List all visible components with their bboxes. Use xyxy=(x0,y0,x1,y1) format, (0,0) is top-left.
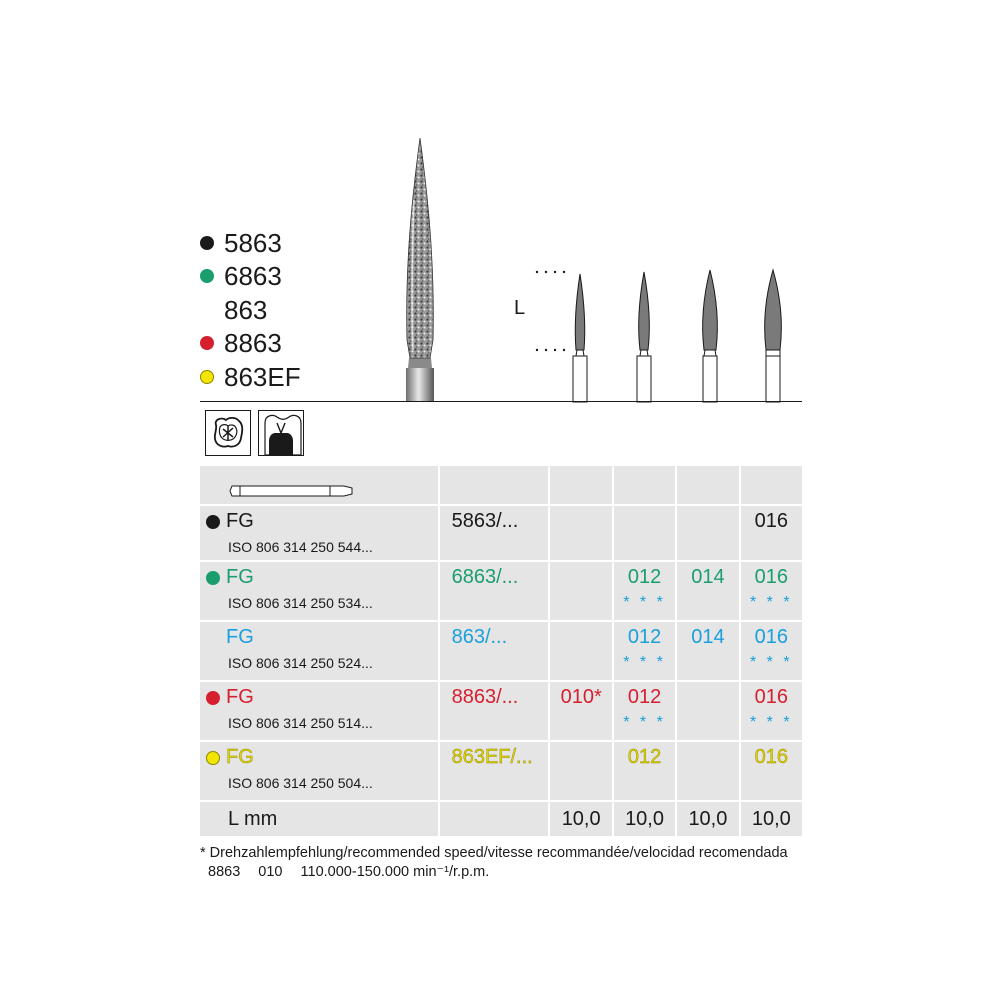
speed-stars: * * * xyxy=(623,714,666,731)
size-cell: 010* xyxy=(560,686,602,708)
iso-code: ISO 806 314 250 514... xyxy=(228,715,373,731)
length-markers xyxy=(536,271,565,351)
speed-stars: * * * xyxy=(623,654,666,671)
large-flame-bur xyxy=(406,138,434,402)
occlusal-surface-icon xyxy=(205,410,251,456)
length-row xyxy=(200,801,802,837)
speed-stars: * * * xyxy=(750,714,793,731)
iso-code: ISO 806 314 250 544... xyxy=(228,539,373,555)
legend-code: 8863 xyxy=(224,328,282,359)
table-row xyxy=(200,621,802,681)
yellow-dot-icon xyxy=(206,751,220,765)
size-cell: 012 xyxy=(627,686,662,708)
iso-code: ISO 806 314 250 524... xyxy=(228,655,373,671)
shank-type: FG xyxy=(226,746,254,768)
flame-bur-1 xyxy=(573,274,587,402)
speed-footnote: * Drehzahlempfehlung/recommended speed/vitesse recommandée/velocidad recomendada xyxy=(200,845,788,861)
size-cell: 014 xyxy=(691,566,725,588)
iso-code: ISO 806 314 250 534... xyxy=(228,595,373,611)
size-cell: 016 xyxy=(754,746,788,768)
ref-number: 863EF/... xyxy=(451,746,533,768)
shank-row xyxy=(200,466,802,505)
length-value: 10,0 xyxy=(561,808,601,830)
flame-bur-2 xyxy=(637,272,651,402)
table-row xyxy=(200,505,802,561)
iso-code: ISO 806 314 250 504... xyxy=(228,775,373,791)
shank-type: FG xyxy=(226,686,254,708)
bur-spec-table xyxy=(200,466,802,838)
speed-footnote-detail xyxy=(208,864,503,880)
shank-type: FG xyxy=(226,626,254,648)
size-cell: 016 xyxy=(754,626,788,648)
size-cell: 016 xyxy=(754,510,788,532)
ref-number: 863/... xyxy=(451,626,508,648)
shank-type: FG xyxy=(226,510,254,532)
table-row xyxy=(200,681,802,741)
fg-shank-icon xyxy=(226,476,366,506)
flame-bur-3 xyxy=(703,270,718,402)
speed-stars: * * * xyxy=(750,594,793,611)
speed-stars: * * * xyxy=(750,654,793,671)
black-dot-icon xyxy=(206,515,220,529)
flame-bur-4 xyxy=(765,270,782,402)
size-cell: 012 xyxy=(627,626,662,648)
green-dot-icon xyxy=(206,571,220,585)
red-dot-icon xyxy=(206,691,220,705)
length-row-label: L mm xyxy=(228,808,278,830)
length-value: 10,0 xyxy=(625,808,664,830)
size-cell: 016 xyxy=(754,686,788,708)
legend-code: 5863 xyxy=(224,227,282,258)
shank-type: FG xyxy=(226,566,254,588)
ref-number: 5863/... xyxy=(451,510,519,532)
table-row xyxy=(200,561,802,621)
size-cell: 014 xyxy=(691,626,725,648)
footnote-speed: 110.000-150.000 min⁻¹/r.p.m. xyxy=(300,864,490,880)
length-label: L xyxy=(514,297,526,319)
tooth-crown-icon xyxy=(258,410,304,456)
legend-code: 863EF xyxy=(224,361,301,392)
bur-illustration xyxy=(0,0,1000,410)
legend-code: 863 xyxy=(224,294,268,325)
length-value: 10,0 xyxy=(688,808,728,830)
footnote-size: 010 xyxy=(258,864,283,880)
ref-number: 8863/... xyxy=(451,686,519,708)
speed-stars: * * * xyxy=(623,594,666,611)
ref-number: 6863/... xyxy=(451,566,519,588)
length-value: 10,0 xyxy=(751,808,791,830)
size-cell: 012 xyxy=(627,566,662,588)
footnote-ref: 8863 xyxy=(208,864,241,880)
baseline-divider xyxy=(200,401,802,402)
table-row xyxy=(200,741,802,801)
size-cell: 012 xyxy=(627,746,662,768)
legend-code: 6863 xyxy=(224,261,282,292)
size-cell: 016 xyxy=(754,566,788,588)
